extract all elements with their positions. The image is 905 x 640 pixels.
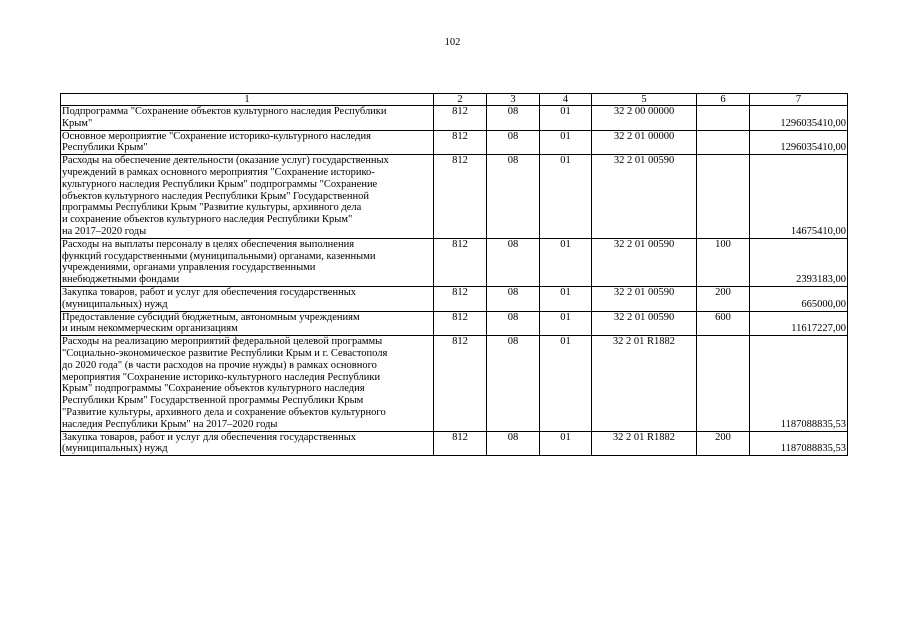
expense-type-cell: 100 — [697, 238, 750, 286]
expense-type-cell: 200 — [697, 286, 750, 311]
amount-cell: 665000,00 — [750, 286, 848, 311]
column-header: 3 — [487, 94, 540, 106]
expense-name-cell: Закупка товаров, работ и услуг для обеспечения государственных (муниципальных) нужд — [61, 286, 434, 311]
expense-type-cell — [697, 130, 750, 155]
ministry-code-cell: 812 — [434, 130, 487, 155]
table-header-row — [61, 94, 848, 106]
table-row — [61, 311, 848, 336]
ministry-code-cell: 812 — [434, 155, 487, 239]
target-article-cell: 32 2 01 00590 — [592, 286, 697, 311]
section-code-cell: 08 — [487, 106, 540, 131]
column-header: 6 — [697, 94, 750, 106]
target-article-cell: 32 2 01 00590 — [592, 155, 697, 239]
expense-type-cell — [697, 336, 750, 431]
target-article-cell: 32 2 01 R1882 — [592, 336, 697, 431]
expense-type-cell — [697, 155, 750, 239]
amount-cell: 11617227,00 — [750, 311, 848, 336]
target-article-cell: 32 2 01 00000 — [592, 130, 697, 155]
table-row — [61, 106, 848, 131]
section-code-cell: 08 — [487, 238, 540, 286]
target-article-cell: 32 2 00 00000 — [592, 106, 697, 131]
ministry-code-cell: 812 — [434, 336, 487, 431]
section-code-cell: 08 — [487, 155, 540, 239]
subsection-code-cell: 01 — [540, 311, 592, 336]
page-number: 102 — [444, 37, 461, 48]
subsection-code-cell: 01 — [540, 238, 592, 286]
table-row — [61, 336, 848, 431]
ministry-code-cell: 812 — [434, 431, 487, 456]
table-row — [61, 431, 848, 456]
amount-cell: 1296035410,00 — [750, 130, 848, 155]
subsection-code-cell: 01 — [540, 106, 592, 131]
budget-table — [60, 93, 848, 456]
section-code-cell: 08 — [487, 311, 540, 336]
amount-cell: 1187088835,53 — [750, 431, 848, 456]
target-article-cell: 32 2 01 00590 — [592, 238, 697, 286]
subsection-code-cell: 01 — [540, 155, 592, 239]
expense-name-cell: Расходы на обеспечение деятельности (оказание услуг) государственных учреждений в рамках основного мероприятия "Сохранение историко- культурного наследия Республики Крым" подпрограммы "Сохранение объектов культурного наследия Республики Крым" Государственной программы Республики Крым "Развитие культуры, архивного дела и сохранение объектов культурного наследия Республики Крым" на 2017–2020 годы — [61, 155, 434, 239]
expense-name-cell: Расходы на выплаты персоналу в целях обеспечения выполнения функций государственными (муниципальными) органами, казенными учреждениями, органами управления государственными внебюджетными фондами — [61, 238, 434, 286]
column-header: 4 — [540, 94, 592, 106]
table-row — [61, 238, 848, 286]
column-header: 2 — [434, 94, 487, 106]
subsection-code-cell: 01 — [540, 336, 592, 431]
subsection-code-cell: 01 — [540, 130, 592, 155]
target-article-cell: 32 2 01 00590 — [592, 311, 697, 336]
ministry-code-cell: 812 — [434, 311, 487, 336]
column-header: 1 — [61, 94, 434, 106]
expense-name-cell: Закупка товаров, работ и услуг для обеспечения государственных (муниципальных) нужд — [61, 431, 434, 456]
ministry-code-cell: 812 — [434, 286, 487, 311]
expense-type-cell: 200 — [697, 431, 750, 456]
amount-cell: 14675410,00 — [750, 155, 848, 239]
expense-type-cell — [697, 106, 750, 131]
ministry-code-cell: 812 — [434, 238, 487, 286]
table-row — [61, 130, 848, 155]
expense-name-cell: Предоставление субсидий бюджетным, автономным учреждениям и иным некоммерческим организациям — [61, 311, 434, 336]
target-article-cell: 32 2 01 R1882 — [592, 431, 697, 456]
amount-cell: 2393183,00 — [750, 238, 848, 286]
subsection-code-cell: 01 — [540, 286, 592, 311]
expense-name-cell: Основное мероприятие "Сохранение историко-культурного наследия Республики Крым" — [61, 130, 434, 155]
expense-name-cell: Подпрограмма "Сохранение объектов культурного наследия Республики Крым" — [61, 106, 434, 131]
section-code-cell: 08 — [487, 286, 540, 311]
expense-name-cell: Расходы на реализацию мероприятий федеральной целевой программы "Социально-экономическое развитие Республики Крым и г. Севастополя до 2020 года" (в части расходов на прочие нужды) в рамках основного мероприятия "Сохранение историко-культурного наследия Республики Крым" подпрограммы "Сохранение объектов культурного наследия Республики Крым" Государственной программы Республики Крым "Развитие культуры, архивного дела и сохранение объектов культурного наследия Республики Крым" на 2017–2020 годы — [61, 336, 434, 431]
amount-cell: 1296035410,00 — [750, 106, 848, 131]
section-code-cell: 08 — [487, 431, 540, 456]
ministry-code-cell: 812 — [434, 106, 487, 131]
column-header: 7 — [750, 94, 848, 106]
section-code-cell: 08 — [487, 130, 540, 155]
table-row — [61, 286, 848, 311]
subsection-code-cell: 01 — [540, 431, 592, 456]
table-row — [61, 155, 848, 239]
column-header: 5 — [592, 94, 697, 106]
amount-cell: 1187088835,53 — [750, 336, 848, 431]
expense-type-cell: 600 — [697, 311, 750, 336]
section-code-cell: 08 — [487, 336, 540, 431]
